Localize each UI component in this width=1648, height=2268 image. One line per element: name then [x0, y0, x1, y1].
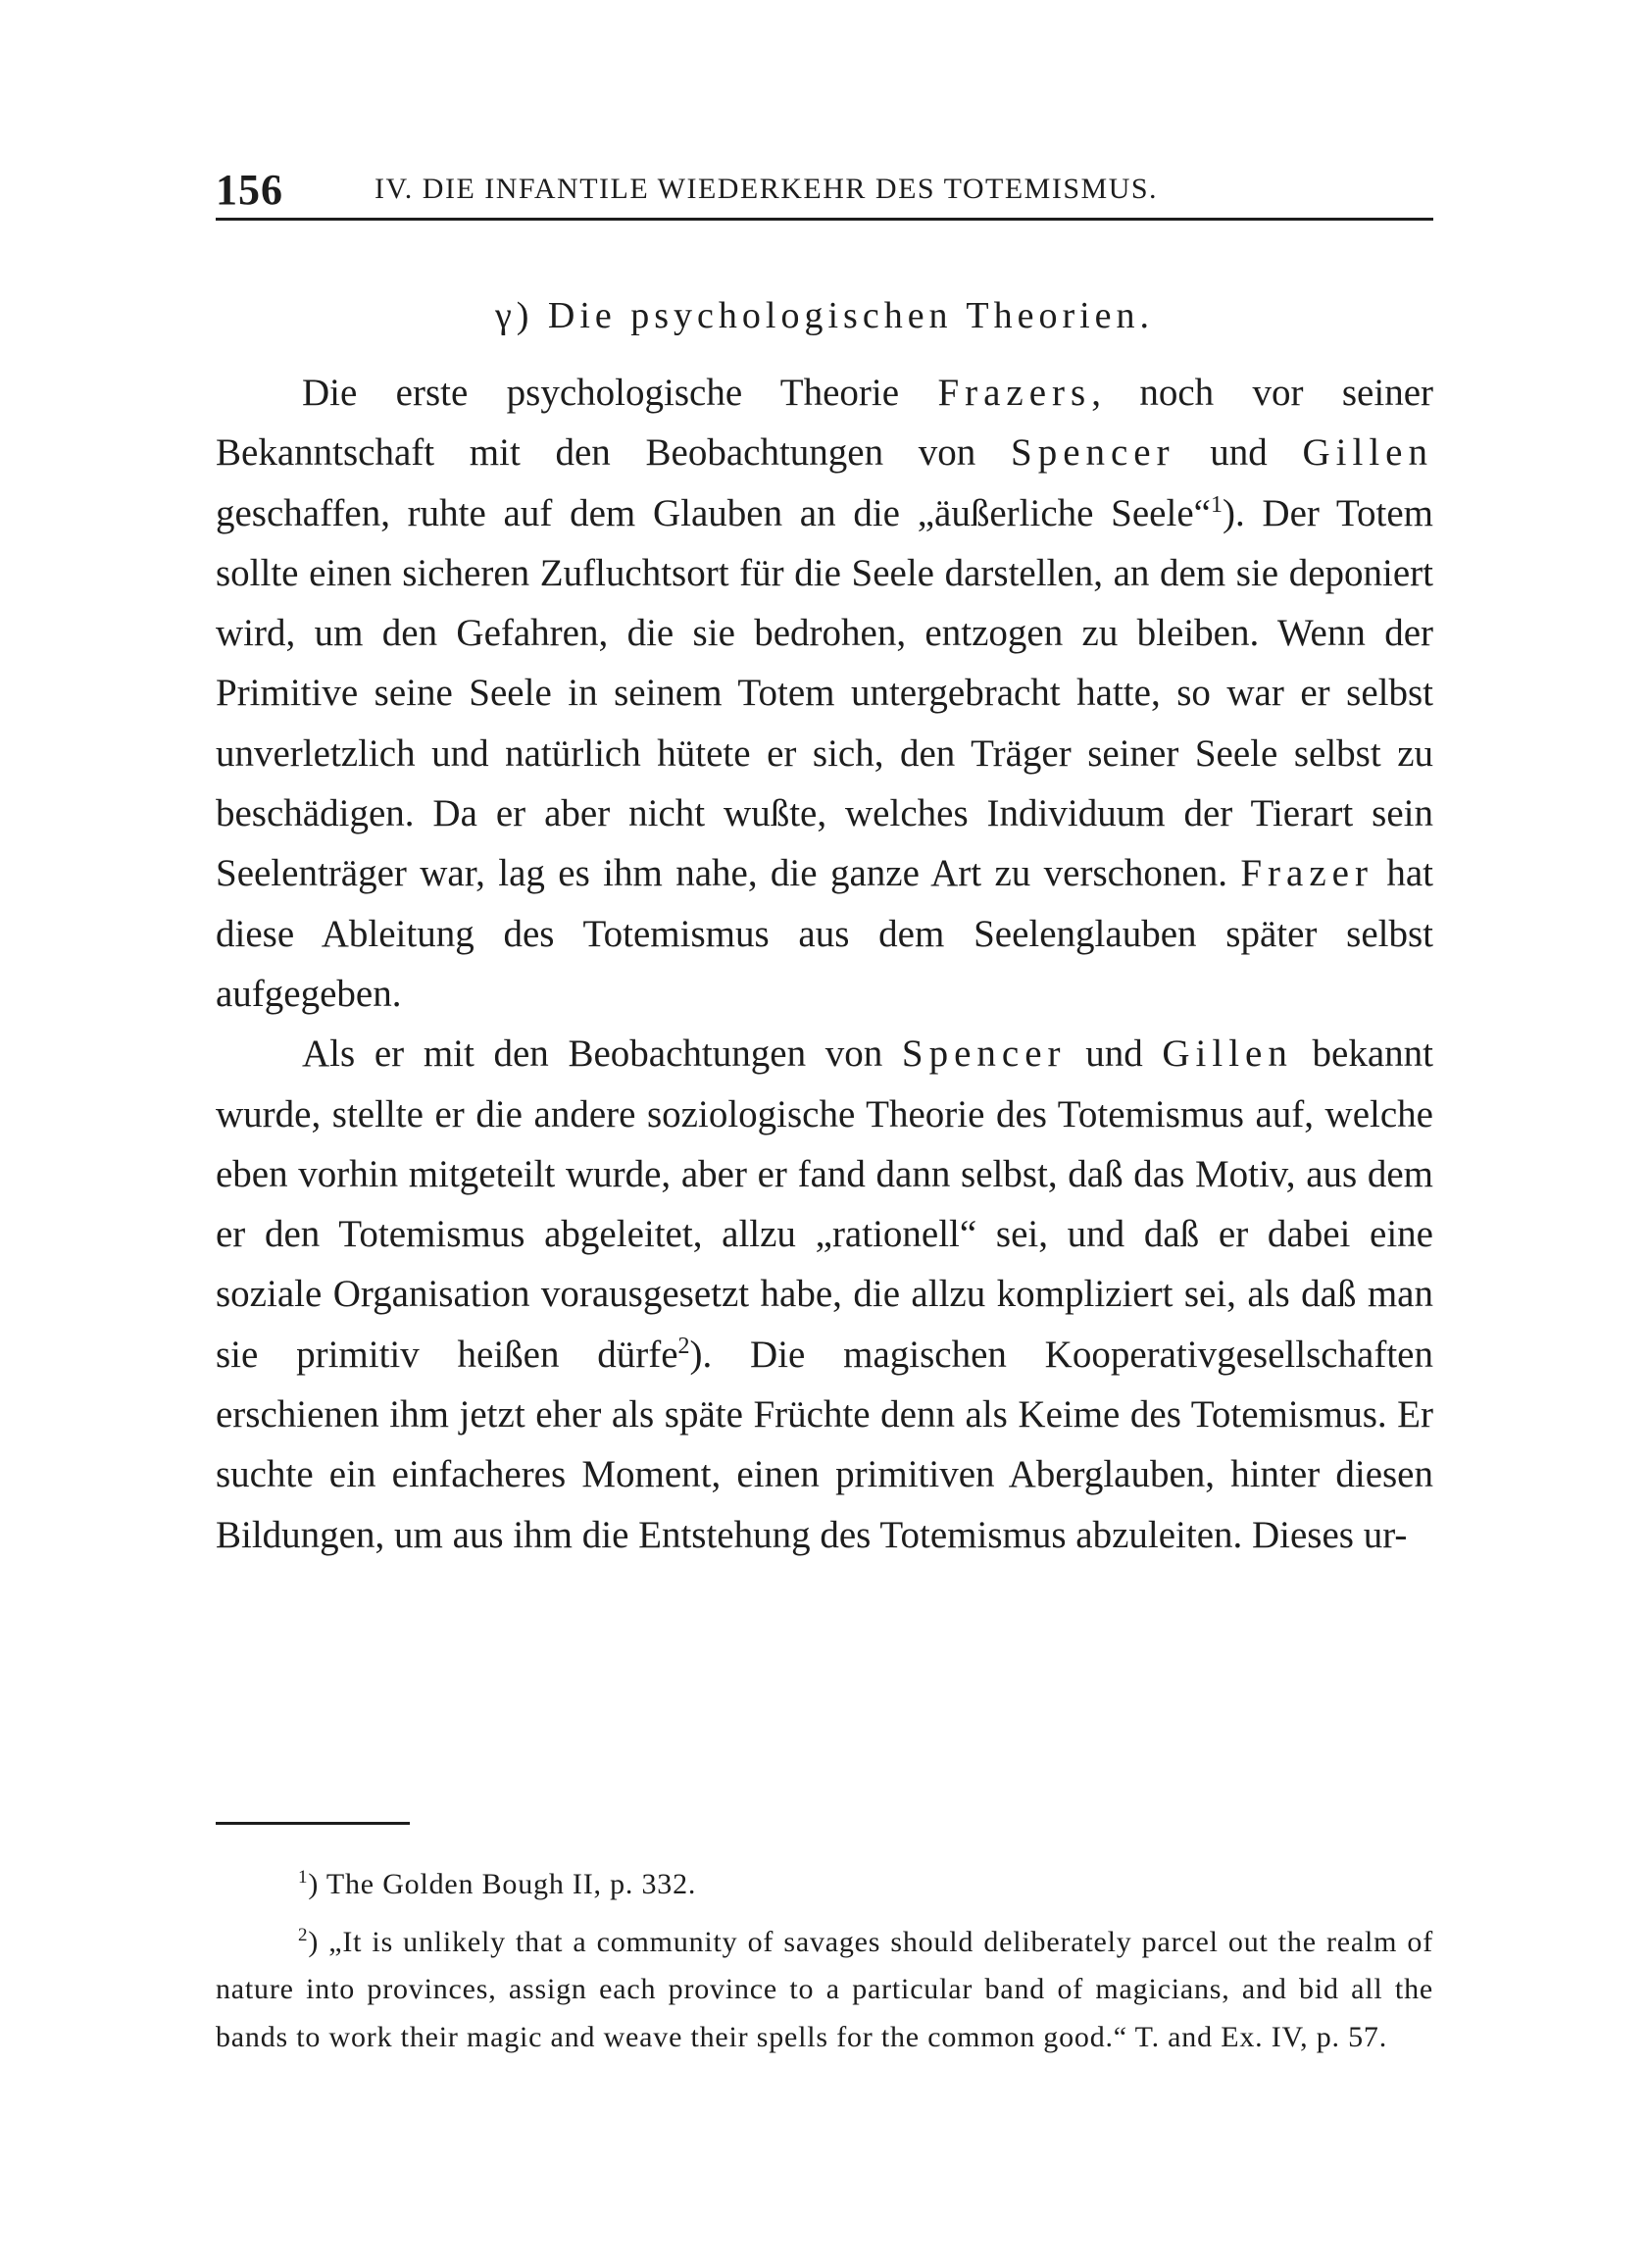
- author-name: Spencer: [1011, 431, 1175, 475]
- author-name: Spencer: [901, 1033, 1067, 1076]
- paragraph-2: Als er mit den Beobachtungen von Spencer und Gillen bekannt wurde, stellte er die andere soziologische Theorie des Totemismus auf, welche eben vorhin mitgeteilt wurde, aber er fand dann selbst, daß das Motiv, aus dem er den Totemismus abgeleitet, allzu „rationell“ sei, und daß er dabei eine soziale Organisation vorausgesetzt habe, die allzu kompliziert sei, als daß man sie primitiv heißen dürfe$^2$). Die magischen Kooperativgesellschaften erschienen ihm jetzt eher als späte Früchte denn als Keime des Totemismus. Er suchte ein einfacheres Moment, einen primitiven Aberglauben, hinter diesen Bildungen, um aus ihm die Entstehung des Totemismus abzuleiten. Dieses ur-: [216, 1033, 1433, 1556]
- author-name: Frazer: [1240, 852, 1373, 895]
- footnote-marker: 1: [298, 1867, 309, 1888]
- footnote-ref-2: 2: [677, 1333, 690, 1359]
- running-title: IV. DIE INFANTILE WIEDERKEHR DES TOTEMISMUS.: [375, 173, 1159, 205]
- running-header: [216, 165, 1431, 216]
- footnote-2: $^2$) „It is unlikely that a community of savages should deliberately parcel out the realm of nature into provinces, assign each province to a particular band of magicians, and bid all the bands to work their magic and weave their spells for the common good.“ T. and Ex. IV, p. 57.: [216, 1924, 1433, 2053]
- author-name: Gillen: [1302, 431, 1433, 475]
- footnotes: [216, 1861, 1433, 2071]
- author-name: Gillen: [1162, 1033, 1293, 1076]
- footnote-marker: 2: [298, 1924, 309, 1945]
- page-number: 156: [216, 166, 283, 214]
- paragraph-1: Die erste psychologische Theorie Frazers, noch vor seiner Bekanntschaft mit den Beobachtungen von Spencer und Gillen geschaffen, ruhte auf dem Glauben an die „äußerliche Seele“$^1$). Der Totem sollte einen sicheren Zufluchtsort für die Seele darstellen, an dem sie deponiert wird, um den Gefahren, die sie bedrohen, entzogen zu bleiben. Wenn der Primitive seine Seele in seinem Totem untergebracht hatte, so war er selbst unverletzlich und natürlich hütete er sich, den Träger seiner Seele selbst zu beschädigen. Da er aber nicht wußte, welches Individuum der Tierart sein Seelenträger war, lag es ihm nahe, die ganze Art zu verschonen. Frazer hat diese Ableitung des Totemismus aus dem Seelenglauben später selbst aufgegeben.: [216, 372, 1433, 1015]
- header-rule: [216, 218, 1433, 221]
- body-text: [216, 363, 1433, 1565]
- footnote-1: $^1$) The Golden Bough II, p. 332.: [298, 1867, 697, 1900]
- author-name: Frazers: [937, 372, 1092, 414]
- section-heading: γ) Die psychologischen Theorien.: [494, 295, 1155, 336]
- footnote-rule: [216, 1822, 410, 1825]
- footnote-ref-1: 1: [1210, 491, 1223, 518]
